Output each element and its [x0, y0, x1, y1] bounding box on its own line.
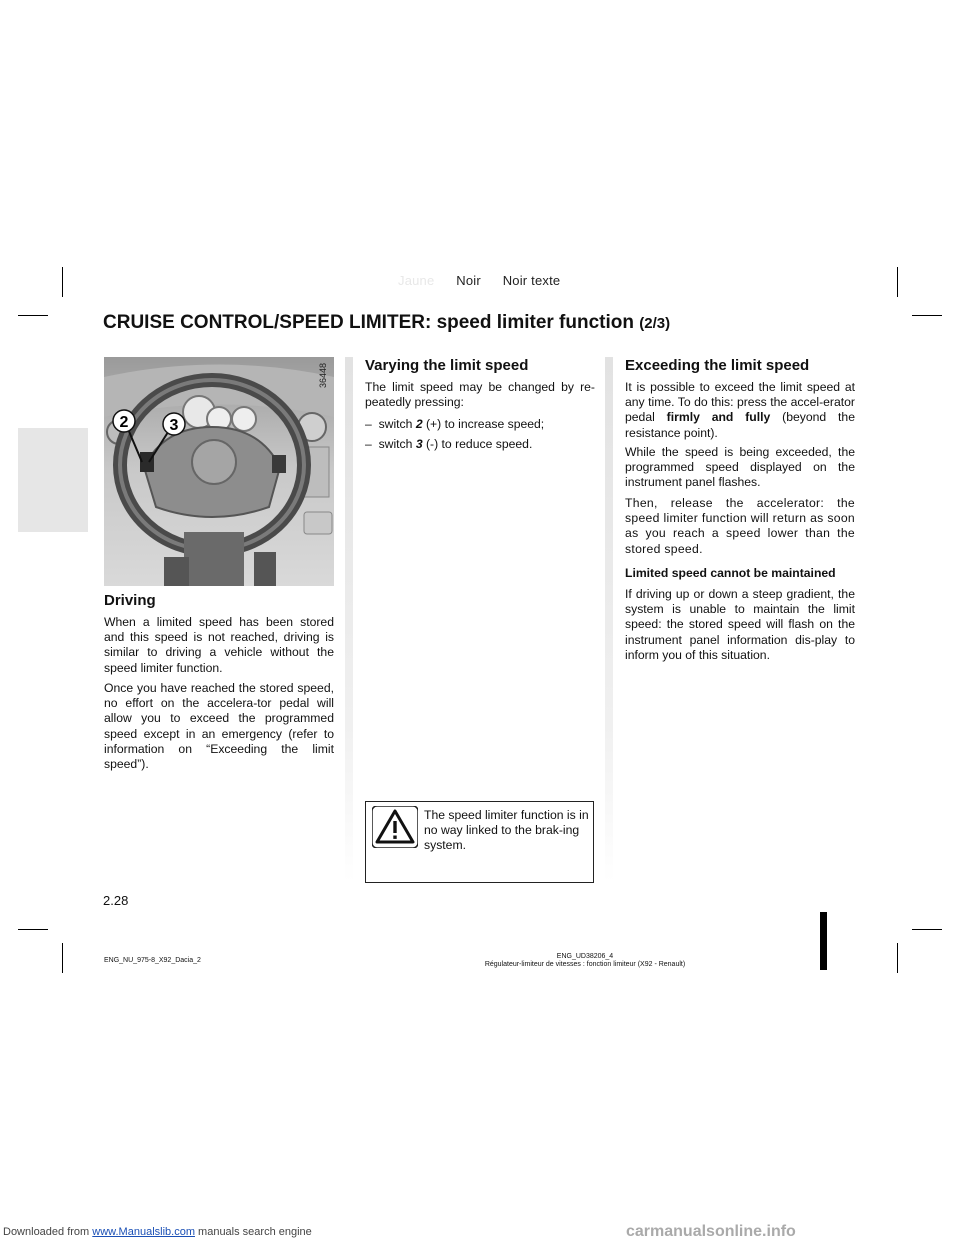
heading-varying: Varying the limit speed: [365, 357, 529, 374]
list-item: [365, 417, 544, 432]
exceeding-paragraph-4: If driving up or down a steep gradient, the system is unable to maintain the limit speed: the stored speed will flash on the instrument panel information dis-play to inform you of this situation.: [625, 587, 855, 662]
crop-mark: [18, 315, 48, 316]
exceeding-paragraph-3: Then, release the accelerator: the speed limiter function will return as soon as you reach a speed lower than the stored speed.: [625, 496, 855, 556]
download-header: [3, 1226, 312, 1238]
chapter-tab: [18, 428, 88, 532]
p1-pre: It is possible to exceed the limit speed at any time. To do this: press the accel-erator pedal: [625, 380, 855, 425]
manualslib-link[interactable]: www.Manualslib.com: [92, 1226, 195, 1238]
list-dash: –: [365, 417, 372, 431]
steering-wheel-illustration: [104, 357, 334, 586]
footer-right-line1: ENG_UD38206_4: [556, 953, 614, 960]
download-text: Downloaded from: [3, 1226, 90, 1238]
title-part: (2/3): [639, 315, 671, 332]
footer-right: [470, 953, 700, 969]
label-jaune: Jaune: [398, 273, 435, 288]
driving-paragraph-1: When a limited speed has been stored and this speed is not reached, driving is similar to driving a vehicle without the speed limiter function.: [104, 615, 334, 675]
color-labels: [398, 273, 578, 288]
subheading-limited-speed: Limited speed cannot be maintained: [625, 566, 836, 580]
label-noir: Noir: [456, 273, 481, 288]
crop-mark: [62, 267, 63, 297]
p1-post: (beyond the resistance point).: [625, 410, 855, 440]
label-noir-texte: Noir texte: [502, 273, 561, 288]
figure-id: 36448: [318, 362, 328, 388]
callout-2: 2: [119, 414, 129, 431]
list-post: (-) to reduce speed.: [422, 437, 533, 451]
driving-paragraph-2: Once you have reached the stored speed, no effort on the accelera-tor pedal will allow you to exceed the programmed speed except in an emergency (refer to information on “Exceeding the limit speed”).: [104, 681, 334, 772]
steering-wheel-figure: [104, 357, 334, 586]
list-dash: –: [365, 437, 372, 451]
footer-left: ENG_NU_975-8_X92_Dacia_2: [104, 957, 201, 964]
switch-number: 2: [415, 417, 423, 431]
list-post: (+) to increase speed;: [422, 417, 545, 431]
warning-text: The speed limiter function is in no way linked to the brak-ing system.: [424, 808, 589, 852]
column-separator: [345, 357, 353, 882]
varying-intro: The limit speed may be changed by re-peatedly pressing:: [365, 380, 595, 410]
watermark: carmanualsonline.info: [626, 1223, 796, 1240]
switch-number: 3: [415, 437, 423, 451]
section-bar: [820, 912, 827, 970]
crop-mark: [62, 943, 63, 973]
warning-icon: [372, 806, 418, 848]
crop-mark: [18, 929, 48, 930]
list-item: [365, 437, 532, 452]
crop-mark: [912, 315, 942, 316]
crop-mark: [897, 267, 898, 297]
p1-bold: firmly and fully: [666, 410, 771, 425]
download-tail: manuals search engine: [194, 1226, 312, 1238]
page-number: 2.28: [103, 893, 129, 908]
list-pre: switch: [378, 417, 416, 431]
crop-mark: [897, 943, 898, 973]
callout-3: 3: [169, 417, 179, 434]
crop-mark: [912, 929, 942, 930]
heading-driving: Driving: [104, 592, 156, 609]
heading-exceeding: Exceeding the limit speed: [625, 357, 810, 374]
column-separator: [605, 357, 613, 882]
title-main: CRUISE CONTROL/SPEED LIMITER: speed limiter function: [103, 312, 640, 333]
exceeding-paragraph-2: While the speed is being exceeded, the programmed speed displayed on the instrument panel flashes.: [625, 445, 855, 490]
footer-right-line2: Régulateur-limiteur de vitesses : fonction limiteur (X92 - Renault): [484, 961, 686, 968]
exceeding-paragraph-1: [625, 380, 855, 441]
page-title: [103, 312, 670, 334]
list-pre: switch: [378, 437, 416, 451]
